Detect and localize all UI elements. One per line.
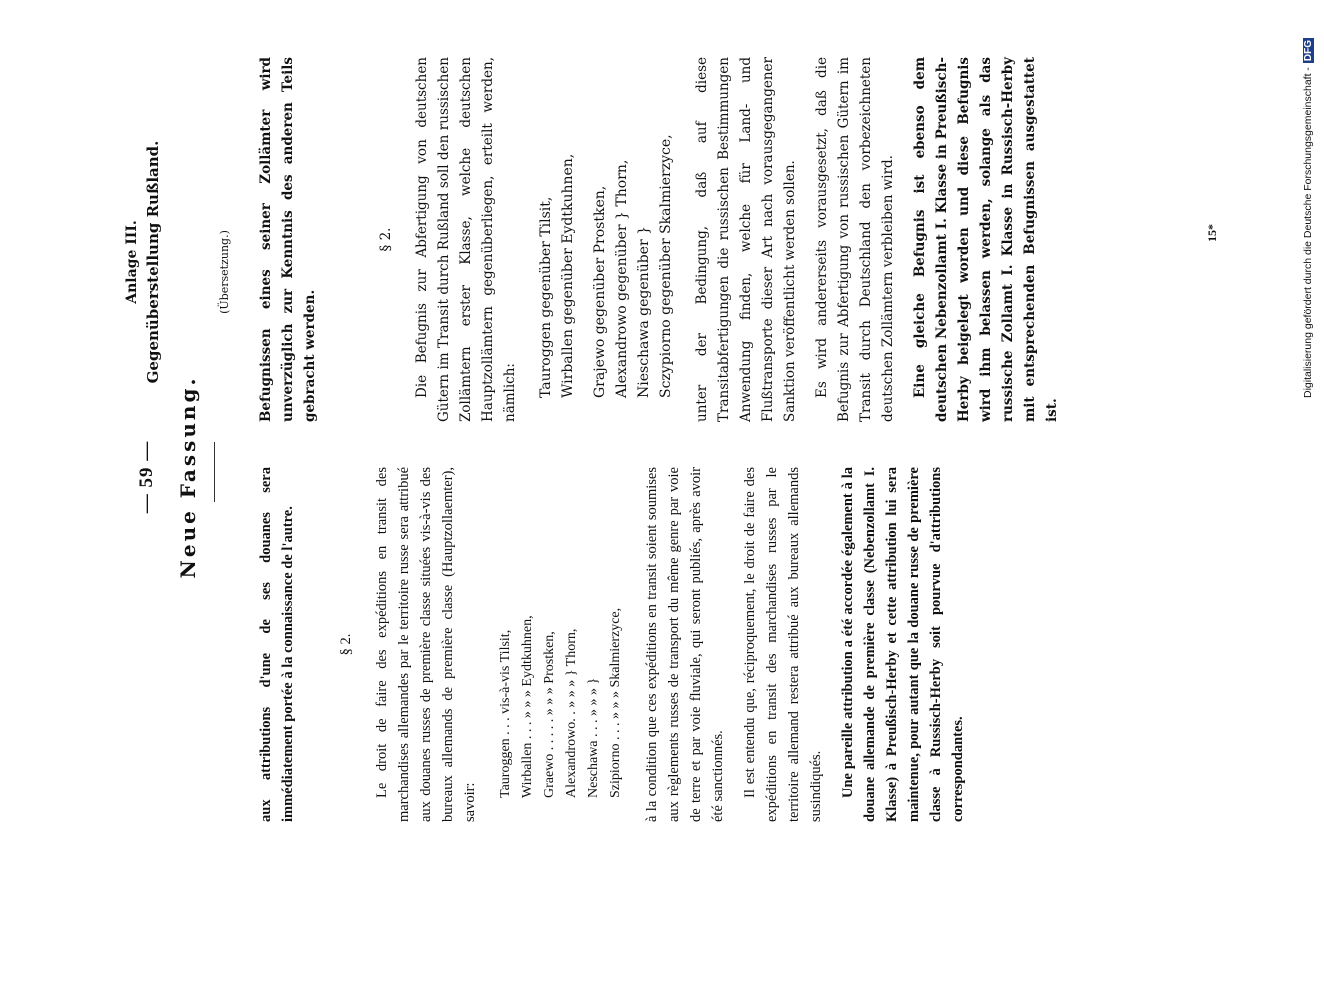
german-intro: Befugnissen eines seiner Zollämter wird unverzüglich zur Kenntnis des anderen Teils gebracht werden. [258, 57, 318, 422]
german-para-2: unter der Bedingung, daß auf diese Transitabfertigungen die russischen Bestimmungen Anwendung finden, welche für Land- und Flußtransporte dieser Art nach vorausgegangener Sanktion veröffentlicht werden sollen. [694, 57, 798, 422]
german-section-heading: § 2. [378, 227, 394, 252]
list-item: Wirballen . . . » » » Eydtkuhnen, [520, 615, 535, 798]
dfg-logo: DFG [1303, 39, 1314, 62]
german-para-1: Die Befugnis zur Abfertigung von deutschen Gütern im Transit durch Rußland soll den russischen Zollämtern erster Klasse, welche deutschen Hauptzollämtern gegenüberliegen, erteilt werden, nämlich: [414, 57, 518, 422]
list-item: Wirballen gegenüber Eydtkuhnen, [560, 153, 576, 398]
list-item: Szipiorno . . . » » » Skalmierzyce, [608, 607, 623, 798]
french-para-4: Une pareille attribution a été accordée également à la douane allemande de première classe (Nebenzollamt I. Klasse) à Preußisch-Herby et cette attribution lui sera maintenue, pour autant que la douane russe de première classe à Russisch-Herby soit pourvue d'attributions correspondantes. [840, 467, 966, 822]
list-item: Neschawa . . . » » » } [586, 677, 601, 798]
list-item: Alexandrowo. . » » » } Thorn, [564, 628, 579, 798]
french-column [255, 467, 969, 822]
list-item: Nieschawa gegenüber } [636, 225, 652, 398]
german-column [255, 57, 1063, 422]
watermark-text: Digitalisierung gefördert durch die Deutsche Forschungsgemeinschaft - [1302, 67, 1314, 398]
french-intro: aux attributions d'une de ses douanes sera immédiatement portée à la connaissance de l'autre. [258, 467, 296, 822]
list-item: Alexandrowo gegenüber } Thorn, [614, 159, 630, 398]
signature-mark: 15* [1205, 224, 1219, 242]
rotated-page-content [50, 12, 1220, 942]
french-para-3: Il est entendu que, réciproquement, le droit de faire des expéditions en transit des marchandises russes par le territoire allemand restera attribué aux bureaux allemands susindiqués. [742, 467, 824, 822]
german-office-list [535, 57, 677, 398]
anlage-subheading: Gegenüberstellung Rußland. [144, 140, 162, 384]
anlage-heading: Anlage III. [124, 220, 140, 304]
french-para-2: à la condition que ces expéditions en transit soient soumises aux règlements russes de transport du même genre par voie de terre et par voie fluviale, qui seront publiés, après avoir été sanctionnés. [644, 467, 726, 822]
list-item: Grajewo gegenüber Prostken, [592, 185, 608, 398]
section-title: Neue Fassung. [176, 375, 200, 579]
list-item: Tauroggen gegenüber Tilsit, [538, 196, 554, 398]
french-para-1: Le droit de faire des expéditions en transit des marchandises allemandes par le territoire russe sera attribué aux douanes russes de première classe situées vis-à-vis des bureaux allemands de première classe (Hauptzollaemter), savoir: [374, 467, 478, 822]
list-item: Sczypiorno gegenüber Skalmierzyce, [658, 134, 674, 398]
german-para-3: Es wird andererseits vorausgesetzt, daß die Befugnis zur Abfertigung von russischen Gütern im Transit durch Deutschland den vorbezeichneten deutschen Zollämtern verbleiben wird. [814, 57, 896, 422]
page-number: — 59 — [136, 440, 157, 514]
list-item: Graewo . . . . . » » » Prostken, [542, 631, 557, 798]
french-section-heading: § 2. [338, 633, 354, 656]
german-para-4: Eine gleiche Befugnis ist ebenso dem deutschen Nebenzollamt I. Klasse in Preußisch-Herby beigelegt worden und diese Befugnis wird ihm belassen werden, solange als das russische Zollamt I. Klasse in Russisch-Herby mit entsprechenden Befugnissen ausgestattet ist. [912, 57, 1060, 422]
translation-note: (Übersetzung.) [218, 230, 231, 314]
dfg-watermark [1300, 8, 1324, 398]
list-item: Tauroggen . . . vis-à-vis Tilsit, [498, 629, 513, 798]
header-rule [214, 442, 215, 502]
french-office-list [495, 467, 627, 798]
